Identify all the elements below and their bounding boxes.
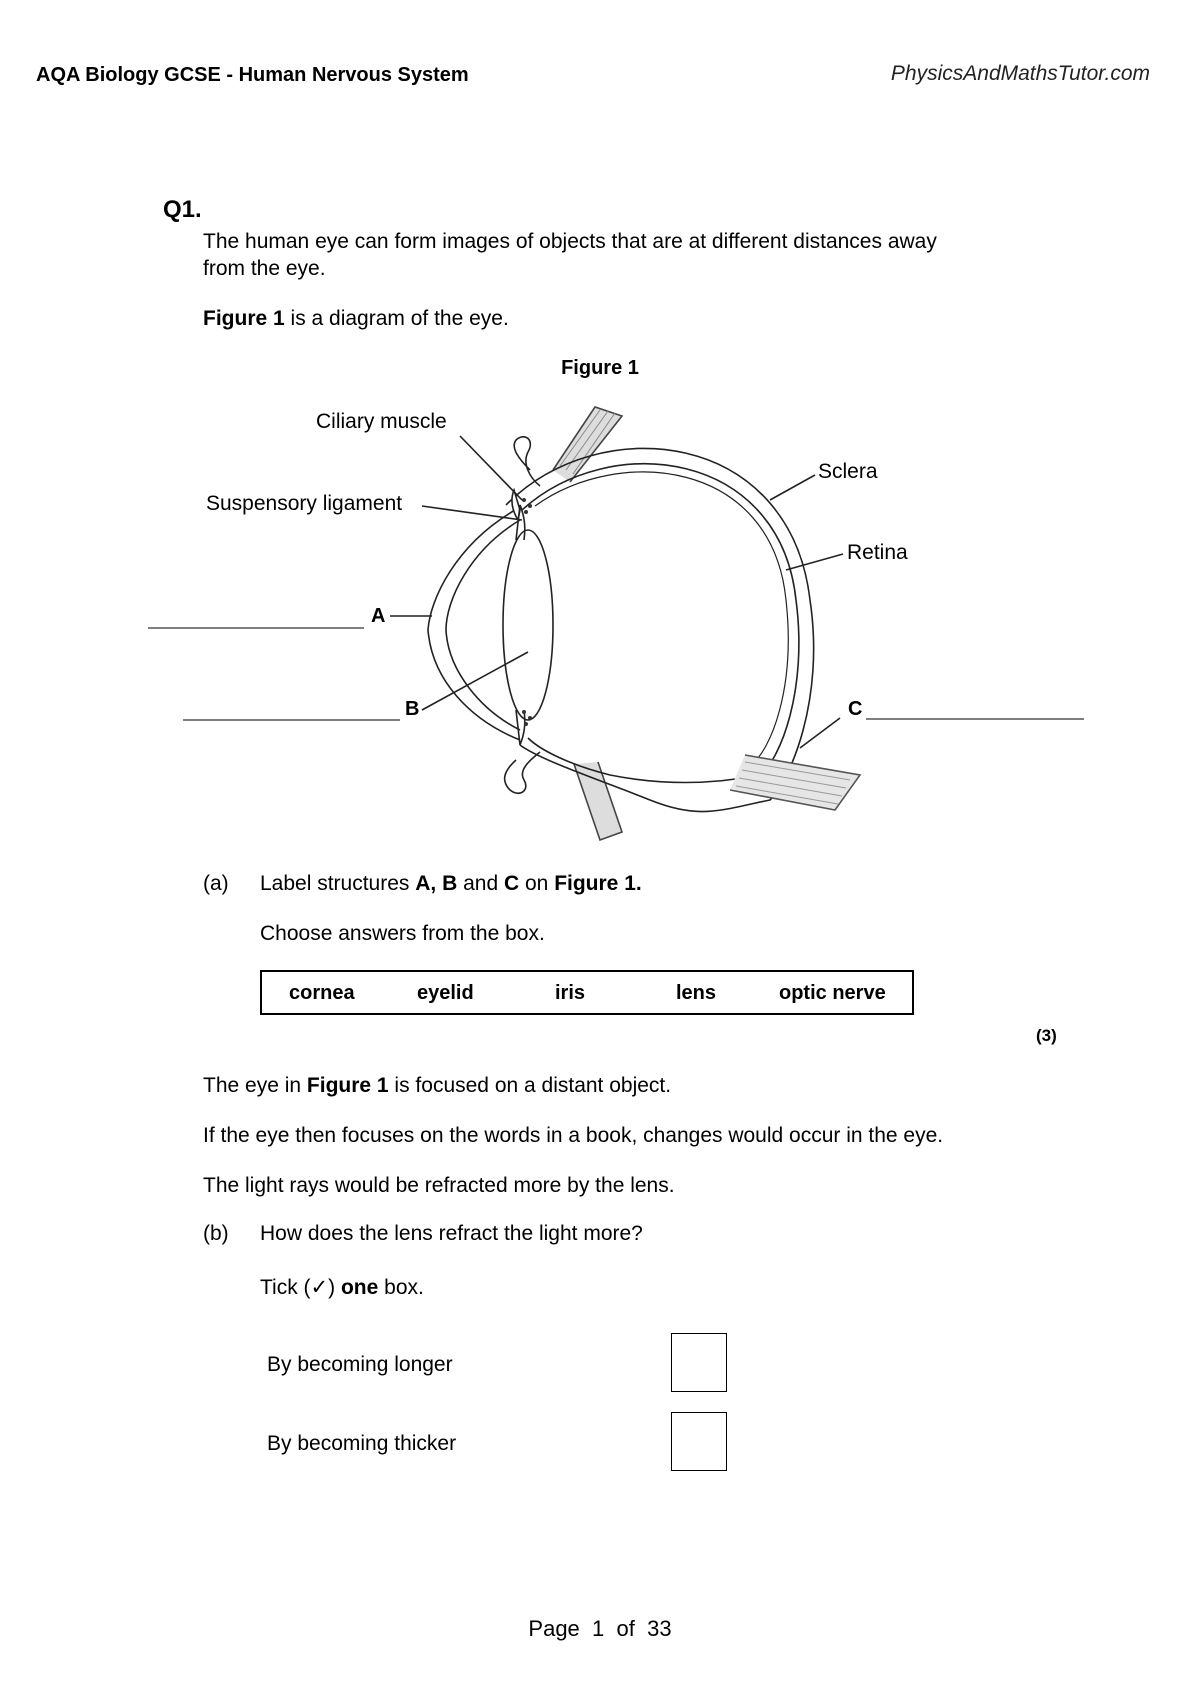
answer-word-box — [260, 970, 914, 1015]
sclera-outer — [506, 448, 814, 811]
context-1-pre: The eye in — [203, 1074, 307, 1097]
context-line-1 — [203, 1072, 1023, 1099]
tick-mid: ) — [328, 1276, 341, 1299]
upper-eyelid — [514, 437, 540, 486]
word-iris: iris — [555, 982, 586, 1004]
part-a-C: C — [503, 872, 520, 895]
figure-caption: Figure 1 — [561, 357, 639, 379]
part-a-pre: Label structures — [260, 872, 416, 895]
header-title: AQA Biology GCSE - Human Nervous System — [36, 64, 469, 86]
part-b-letter: (b) — [203, 1222, 229, 1245]
context-line-3: The light rays would be refracted more by the lens. — [203, 1174, 675, 1197]
footer-page-number: 1 — [592, 1616, 605, 1641]
b-leader — [422, 652, 528, 710]
part-a-instruction: Choose answers from the box. — [260, 922, 545, 945]
lens — [503, 530, 553, 720]
option-thicker-label: By becoming thicker — [267, 1432, 457, 1455]
footer-of: of — [616, 1616, 635, 1641]
label-suspensory-ligament: Suspensory ligament — [206, 492, 403, 515]
c-leader — [800, 718, 840, 748]
label-a: A — [371, 605, 386, 627]
word-cornea: cornea — [289, 982, 355, 1004]
label-c: C — [848, 698, 863, 720]
context-1-post: is focused on a distant object. — [388, 1074, 672, 1097]
intro-line-1: The human eye can form images of objects that are at different distances away — [203, 230, 937, 253]
option-thicker-checkbox[interactable] — [671, 1412, 727, 1471]
part-a-A: A, — [415, 872, 437, 895]
page-footer — [0, 1616, 1200, 1642]
sclera-leader — [770, 475, 815, 500]
marks-a: (3) — [1036, 1026, 1057, 1045]
footer-total: 33 — [647, 1616, 672, 1641]
figure-ref-bold: Figure 1 — [203, 307, 285, 330]
label-retina: Retina — [847, 541, 908, 564]
context-1-bold: Figure 1 — [306, 1074, 389, 1097]
part-a-text — [260, 872, 642, 896]
part-a-and: and — [457, 872, 504, 895]
label-ciliary-muscle: Ciliary muscle — [316, 410, 447, 433]
label-sclera: Sclera — [818, 460, 878, 483]
retina-leader — [786, 554, 843, 570]
lower-eyelid — [505, 752, 540, 793]
option-longer-checkbox[interactable] — [671, 1333, 727, 1392]
part-a-letter: (a) — [203, 872, 229, 895]
word-lens: lens — [676, 982, 717, 1004]
intro-line-2: from the eye. — [203, 257, 326, 280]
retina-line — [535, 472, 788, 764]
tick-one: one — [340, 1276, 379, 1299]
ciliary-leader — [460, 436, 522, 500]
footer-page-label: Page — [528, 1616, 580, 1641]
label-b: B — [405, 698, 420, 720]
option-longer-label: By becoming longer — [267, 1353, 453, 1376]
part-a-fig: Figure 1. — [554, 872, 642, 895]
part-a-B: B — [442, 872, 458, 895]
sclera-inner — [522, 464, 799, 783]
tick-post: box. — [378, 1276, 424, 1299]
header-site: PhysicsAndMathsTutor.com — [890, 62, 1150, 85]
cornea-inner — [446, 520, 520, 730]
cornea — [428, 510, 520, 740]
context-line-2: If the eye then focuses on the words in a book, changes would occur in the eye. — [203, 1124, 944, 1147]
tick-pre: Tick ( — [260, 1276, 311, 1299]
word-optic-nerve: optic nerve — [779, 982, 886, 1004]
part-b-instruction — [260, 1275, 424, 1300]
part-a-on: on — [519, 872, 555, 895]
part-b-question: How does the lens refract the light more? — [260, 1222, 643, 1245]
figure-ref-rest: is a diagram of the eye. — [284, 307, 509, 330]
suspensory-leader — [422, 506, 522, 520]
tick-mark-icon: ✓ — [310, 1276, 329, 1299]
question-number: Q1. — [163, 196, 202, 223]
word-eyelid: eyelid — [417, 982, 474, 1004]
